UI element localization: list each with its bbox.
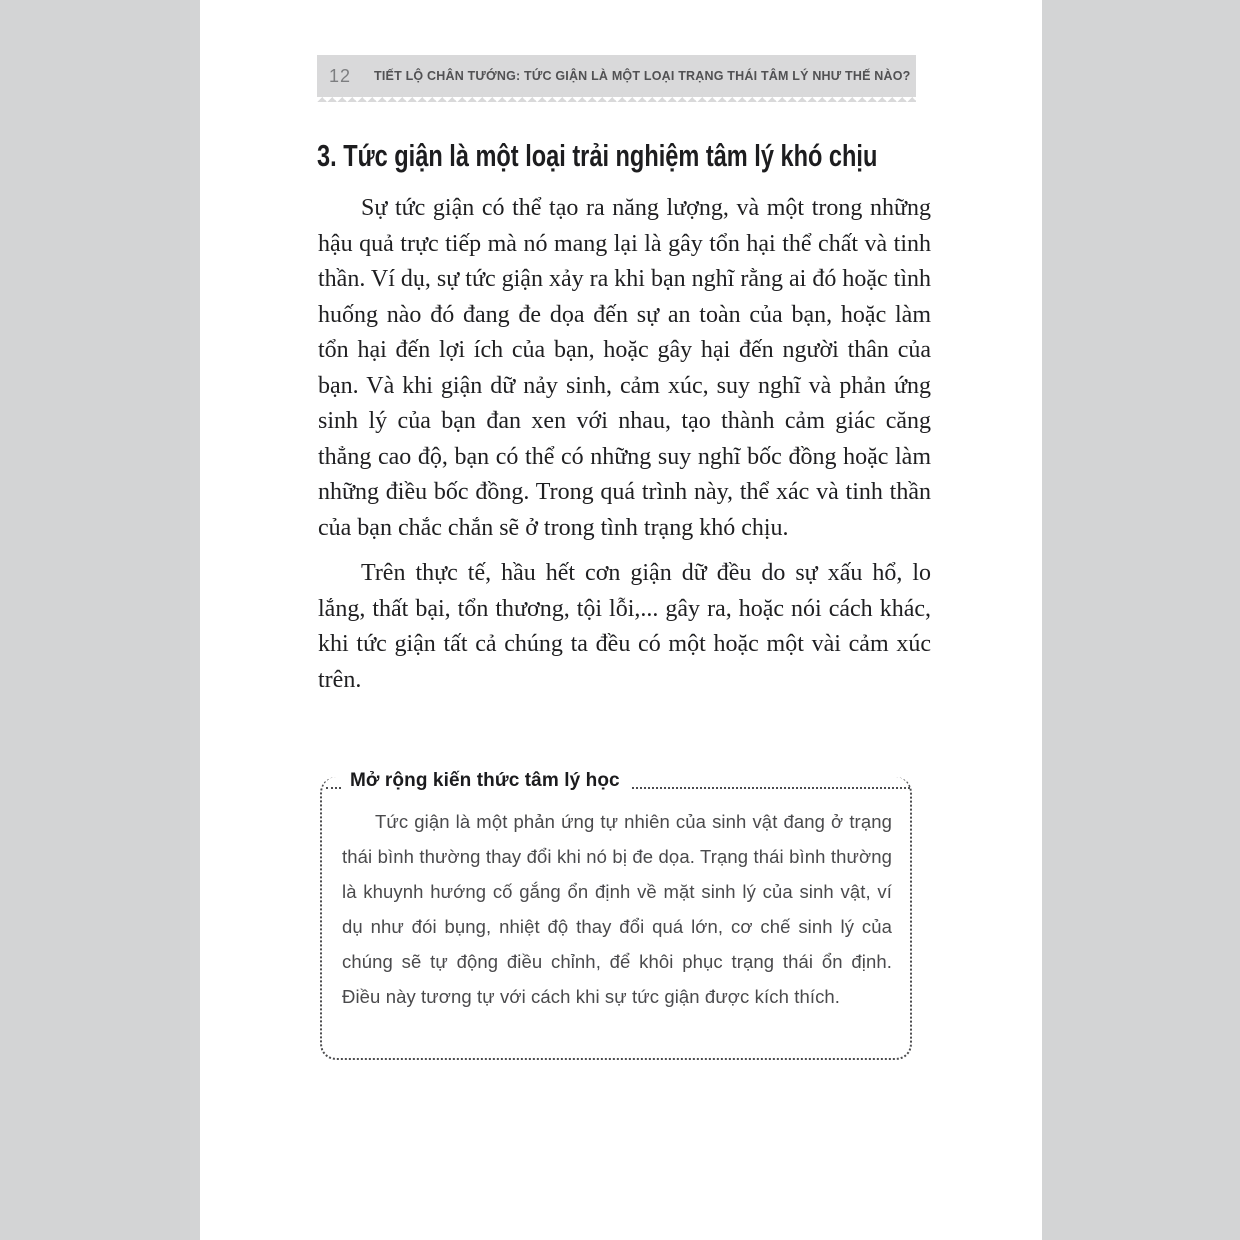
running-title: TIẾT LỘ CHÂN TƯỚNG: TỨC GIẬN LÀ MỘT LOẠI TRẠNG THÁI TÂM LÝ NHƯ THẾ NÀO?	[374, 69, 911, 83]
page-number: 12	[329, 65, 352, 86]
body-paragraph-1: Sự tức giận có thể tạo ra năng lượng, và một trong những hậu quả trực tiếp mà nó mang lại là gây tổn hại thể chất và tinh thần. Ví dụ, sự tức giận xảy ra khi bạn nghĩ rằng ai đó hoặc tình huống nào đó đang đe dọa đến sự an toàn của bạn, hoặc làm tổn hại đến lợi ích của bạn, hoặc gây hại đến người thân của bạn. Và khi giận dữ nảy sinh, cảm xúc, suy nghĩ và phản ứng sinh lý của bạn đan xen với nhau, tạo thành cảm giác căng thẳng cao độ, bạn có thể có những suy nghĩ bốc đồng hoặc làm những điều bốc đồng. Trong quá trình này, thể xác và tinh thần của bạn chắc chắn sẽ ở trong tình trạng khó chịu.	[318, 195, 931, 541]
body-text-block	[318, 191, 931, 757]
knowledge-box-dotted-leader	[632, 787, 910, 789]
knowledge-box-body: Tức giận là một phản ứng tự nhiên của sinh vật đang ở trạng thái bình thường thay đổi khi nó bị đe dọa. Trạng thái bình thường là khuynh hướng cố gắng ổn định về mặt sinh lý của sinh vật, ví dụ như đói bụng, nhiệt độ thay đổi quá lớn, cơ chế sinh lý của chúng sẽ tự động điều chỉnh, để khôi phục trạng thái ổn định. Điều này tương tự với cách khi sự tức giận được kích thích.	[342, 811, 892, 1007]
body-paragraph-2: Trên thực tế, hầu hết cơn giận dữ đều do sự xấu hổ, lo lắng, thất bại, tổn thương, tội lỗi,... gây ra, hoặc nói cách khác, khi tức giận tất cả chúng ta đều có một hoặc một vài cảm xúc trên.	[318, 560, 931, 693]
header-sawtooth-edge	[317, 97, 916, 102]
page-header-bar	[317, 55, 916, 97]
right-margin-column	[1042, 0, 1240, 1240]
knowledge-box-corner-dots	[326, 787, 341, 789]
section-heading: 3. Tức giận là một loại trải nghiệm tâm lý khó chịu	[317, 138, 878, 173]
knowledge-box-title: Mở rộng kiến thức tâm lý học	[350, 770, 620, 791]
left-margin-column	[0, 0, 200, 1240]
knowledge-box-title-row	[320, 762, 912, 792]
knowledge-box	[320, 762, 912, 1060]
